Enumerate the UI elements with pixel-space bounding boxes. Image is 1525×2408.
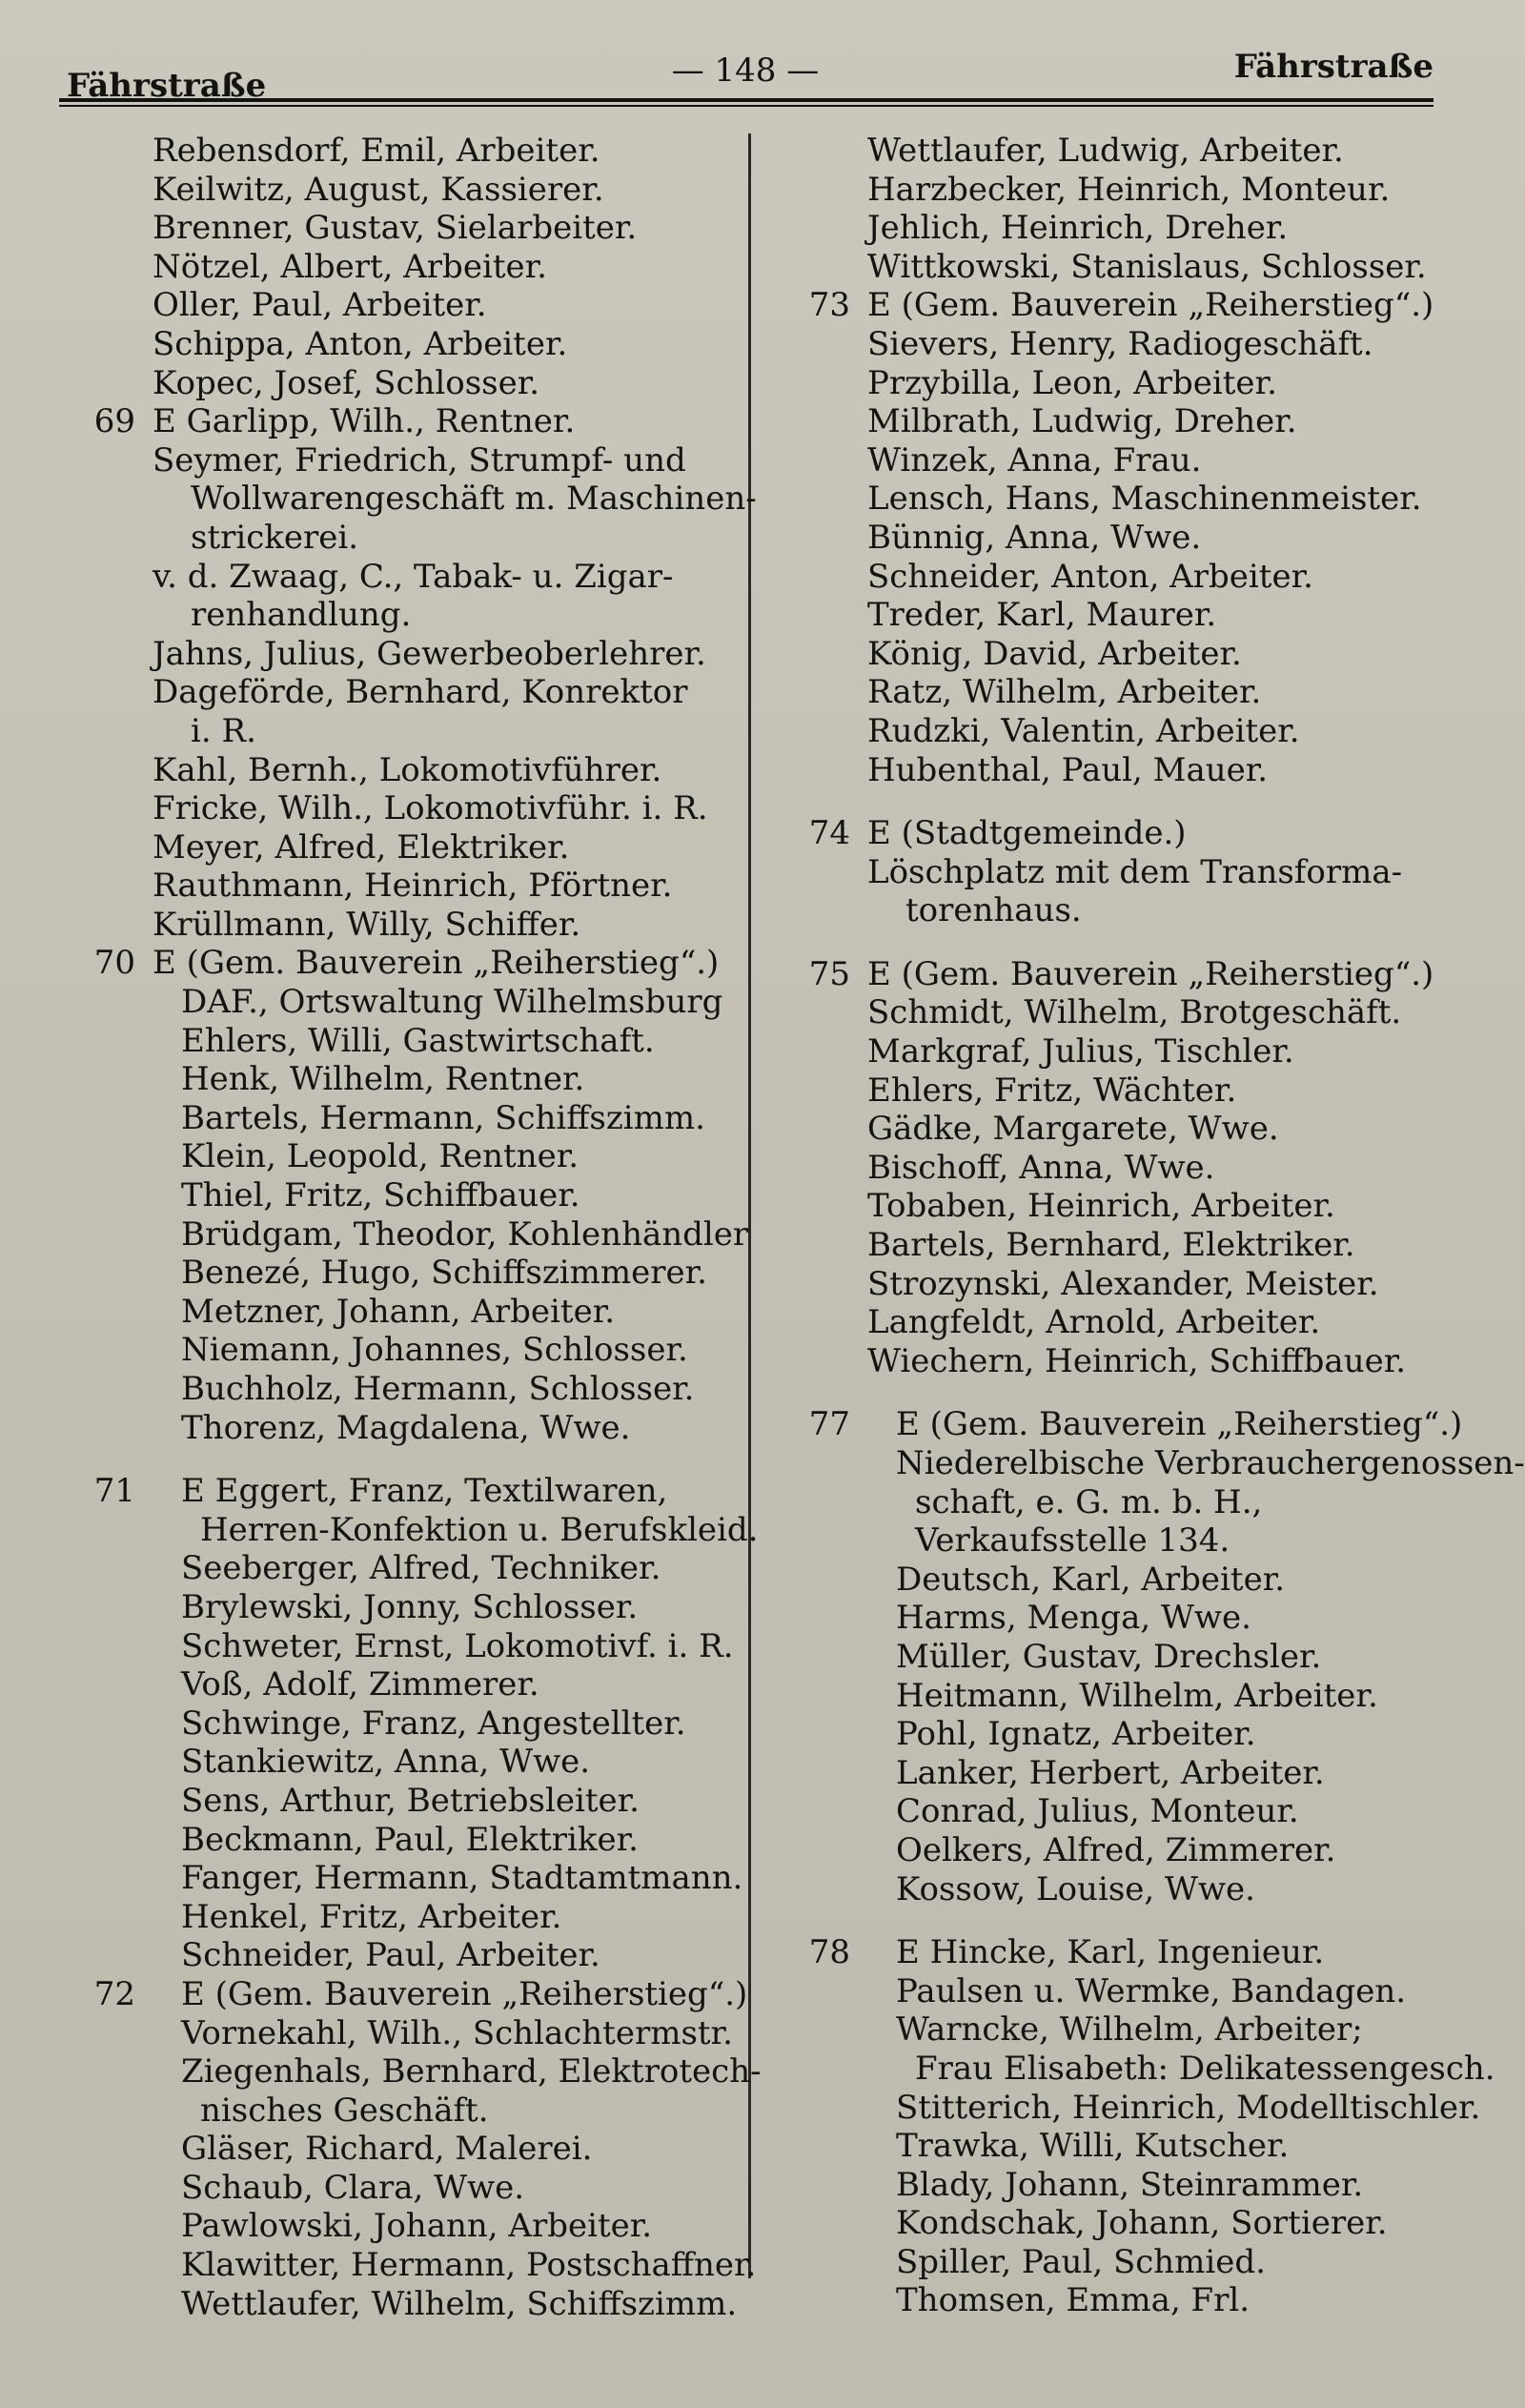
entry-text: Keilwitz, August, Kassierer. bbox=[152, 170, 604, 209]
entry-text: nisches Geschäft. bbox=[200, 2091, 489, 2130]
entry-text: Hubenthal, Paul, Mauer. bbox=[867, 750, 1269, 789]
resident-entry bbox=[791, 558, 1487, 597]
entry-gap bbox=[791, 1908, 1487, 1933]
resident-entry bbox=[791, 325, 1487, 364]
entry-text: Harms, Menga, Wwe. bbox=[896, 1599, 1251, 1638]
entry-text: Bischoff, Anna, Wwe. bbox=[867, 1148, 1215, 1187]
entry-text: Rebensdorf, Emil, Arbeiter. bbox=[152, 132, 600, 170]
resident-entry bbox=[791, 248, 1487, 287]
entry-gap bbox=[791, 930, 1487, 955]
entry-text: Langfeldt, Arnold, Arbeiter. bbox=[867, 1303, 1321, 1342]
resident-entry bbox=[76, 596, 743, 635]
entry-text: Rauthmann, Heinrich, Pförtner. bbox=[152, 867, 673, 906]
entry-text: Kahl, Bernh., Lokomotivführer. bbox=[152, 750, 662, 789]
resident-entry bbox=[76, 2285, 743, 2324]
resident-entry bbox=[791, 1754, 1487, 1793]
resident-entry bbox=[791, 2010, 1487, 2050]
resident-entry bbox=[76, 1214, 749, 1255]
resident-entry bbox=[791, 1071, 1487, 1111]
resident-entry bbox=[76, 209, 743, 248]
house-number-entry bbox=[76, 402, 743, 441]
left-column bbox=[76, 132, 762, 2323]
resident-entry bbox=[791, 441, 1487, 480]
resident-entry bbox=[76, 519, 743, 558]
entry-text: Voß, Adolf, Zimmerer. bbox=[181, 1665, 539, 1704]
resident-entry bbox=[791, 1521, 1487, 1561]
resident-entry bbox=[791, 891, 1487, 930]
entry-text: Niemann, Johannes, Schlosser. bbox=[181, 1331, 688, 1370]
house-number-entry bbox=[791, 955, 1487, 994]
resident-entry bbox=[791, 1265, 1487, 1304]
entry-text: Lensch, Hans, Maschinenmeister. bbox=[867, 480, 1422, 519]
resident-entry bbox=[76, 1060, 743, 1099]
entry-text: E (Gem. Bauverein „Reiherstieg“.) bbox=[867, 286, 1434, 325]
resident-entry bbox=[76, 2169, 743, 2208]
resident-entry bbox=[76, 171, 743, 210]
resident-entry bbox=[76, 2207, 743, 2246]
resident-entry bbox=[76, 1859, 743, 1898]
resident-entry bbox=[791, 1187, 1487, 1226]
entry-text: Buchholz, Hermann, Schlosser. bbox=[181, 1370, 695, 1408]
resident-entry bbox=[76, 906, 743, 945]
entry-text: Stitterich, Heinrich, Modelltischler. bbox=[896, 2088, 1481, 2127]
resident-entry bbox=[76, 480, 757, 519]
entry-text: E Eggert, Franz, Textilwaren, bbox=[181, 1472, 668, 1511]
entry-text: i. R. bbox=[191, 711, 256, 750]
house-number: 77 bbox=[808, 1405, 850, 1444]
entry-text: Fanger, Hermann, Stadtamtmann. bbox=[181, 1859, 743, 1898]
resident-entry bbox=[791, 2166, 1487, 2205]
resident-entry bbox=[791, 1831, 1487, 1870]
entry-text: Müller, Gustav, Drechsler. bbox=[896, 1637, 1322, 1676]
entry-text: Brüdgam, Theodor, Kohlenhändler bbox=[181, 1214, 749, 1254]
resident-entry bbox=[76, 2246, 757, 2285]
entry-text: E Garlipp, Wilh., Rentner. bbox=[152, 402, 576, 441]
resident-entry bbox=[76, 828, 743, 867]
entry-text: Brylewski, Jonny, Schlosser. bbox=[181, 1587, 639, 1626]
resident-entry bbox=[76, 1331, 743, 1370]
entry-text: Bartels, Hermann, Schiffszimm. bbox=[181, 1098, 705, 1137]
entry-text: Lanker, Herbert, Arbeiter. bbox=[896, 1753, 1325, 1792]
entry-text: Ehlers, Fritz, Wächter. bbox=[867, 1071, 1237, 1110]
resident-entry bbox=[76, 1627, 743, 1666]
entry-text: Gädke, Margarete, Wwe. bbox=[867, 1110, 1279, 1149]
resident-entry bbox=[791, 2281, 1487, 2320]
house-number: 72 bbox=[93, 1974, 135, 2013]
house-number-entry bbox=[791, 814, 1487, 853]
entry-text: Kopec, Josef, Schlosser. bbox=[152, 363, 540, 402]
entry-text: Jehlich, Heinrich, Dreher. bbox=[867, 209, 1289, 248]
entry-text: Wittkowski, Stanislaus, Schlosser. bbox=[867, 247, 1427, 286]
house-number: 73 bbox=[808, 286, 850, 325]
resident-entry bbox=[76, 1704, 743, 1744]
resident-entry bbox=[76, 751, 743, 790]
entry-text: Jahns, Julius, Gewerbeoberlehrer. bbox=[152, 634, 706, 673]
entry-text: Heitmann, Wilhelm, Arbeiter. bbox=[896, 1676, 1378, 1715]
house-number-entry bbox=[791, 286, 1487, 325]
resident-entry bbox=[76, 325, 743, 364]
house-number-entry bbox=[76, 1974, 748, 2014]
entry-text: Spiller, Paul, Schmied. bbox=[896, 2242, 1266, 2281]
resident-entry bbox=[76, 2052, 762, 2092]
resident-entry bbox=[791, 1149, 1487, 1188]
resident-entry bbox=[791, 171, 1487, 210]
entry-text: Kondschak, Johann, Sortierer. bbox=[896, 2204, 1388, 2243]
resident-entry bbox=[76, 1022, 743, 1061]
house-number-entry bbox=[791, 1933, 1487, 1972]
resident-entry bbox=[791, 2243, 1487, 2282]
resident-entry bbox=[791, 1638, 1487, 1677]
entry-text: Wollwarengeschäft m. Maschinen- bbox=[191, 480, 757, 519]
entry-text: Rudzki, Valentin, Arbeiter. bbox=[867, 711, 1300, 750]
resident-entry bbox=[76, 1898, 743, 1937]
resident-entry bbox=[76, 673, 743, 712]
entry-text: Trawka, Willi, Kutscher. bbox=[896, 2127, 1290, 2166]
entry-text: E (Gem. Bauverein „Reiherstieg“.) bbox=[896, 1405, 1463, 1444]
resident-entry bbox=[76, 1665, 743, 1704]
entry-text: Nötzel, Albert, Arbeiter. bbox=[152, 247, 547, 286]
entry-text: Milbrath, Ludwig, Dreher. bbox=[867, 402, 1297, 441]
entry-text: Henk, Wilhelm, Rentner. bbox=[181, 1060, 585, 1099]
resident-entry bbox=[76, 2092, 743, 2131]
resident-entry bbox=[791, 2049, 1495, 2089]
resident-entry bbox=[76, 558, 743, 597]
entry-text: Thiel, Fritz, Schiffbauer. bbox=[181, 1176, 580, 1215]
resident-entry bbox=[791, 1483, 1487, 1522]
entry-text: Sievers, Henry, Radiogeschäft. bbox=[867, 324, 1373, 363]
resident-entry bbox=[76, 286, 743, 325]
entry-text: Pawlowski, Johann, Arbeiter. bbox=[181, 2207, 653, 2246]
entry-text: Gläser, Richard, Malerei. bbox=[181, 2130, 593, 2169]
entry-text: Blady, Johann, Steinrammer. bbox=[896, 2165, 1364, 2204]
entry-text: Schweter, Ernst, Lokomotivf. i. R. bbox=[181, 1626, 734, 1665]
resident-entry bbox=[791, 1110, 1487, 1149]
entry-text: renhandlung. bbox=[191, 596, 412, 635]
entry-text: Kossow, Louise, Wwe. bbox=[896, 1869, 1255, 1908]
house-number-entry bbox=[76, 1472, 743, 1511]
house-number: 75 bbox=[808, 954, 850, 993]
resident-entry bbox=[791, 2127, 1487, 2166]
resident-entry bbox=[791, 480, 1487, 519]
entry-text: Tobaben, Heinrich, Arbeiter. bbox=[867, 1187, 1335, 1226]
resident-entry bbox=[76, 712, 743, 751]
resident-entry bbox=[791, 1715, 1487, 1754]
entry-text: Thorenz, Magdalena, Wwe. bbox=[181, 1408, 631, 1447]
entry-text: Paulsen u. Wermke, Bandagen. bbox=[896, 1971, 1407, 2010]
entry-text: Harzbecker, Heinrich, Monteur. bbox=[867, 170, 1391, 209]
resident-entry bbox=[791, 209, 1487, 248]
street-heading-right: Fährstraße bbox=[1233, 48, 1434, 86]
entry-text: strickerei. bbox=[191, 518, 359, 557]
resident-entry bbox=[791, 751, 1487, 790]
resident-entry bbox=[76, 1137, 743, 1176]
resident-entry bbox=[791, 712, 1487, 751]
house-number: 71 bbox=[93, 1472, 135, 1511]
resident-entry bbox=[76, 789, 743, 828]
resident-entry bbox=[791, 1870, 1487, 1909]
entry-text: Krüllmann, Willy, Schiffer. bbox=[152, 905, 581, 944]
resident-entry bbox=[791, 853, 1487, 892]
entry-text: Przybilla, Leon, Arbeiter. bbox=[867, 363, 1277, 402]
entry-text: Ziegenhals, Bernhard, Elektrotech- bbox=[181, 2052, 762, 2092]
entry-text: E (Gem. Bauverein „Reiherstieg“.) bbox=[867, 954, 1434, 993]
entry-text: Treder, Karl, Maurer. bbox=[867, 596, 1217, 635]
entry-text: Frau Elisabeth: Delikatessengesch. bbox=[915, 2049, 1495, 2088]
entry-text: Thomsen, Emma, Frl. bbox=[896, 2281, 1250, 2320]
house-number: 69 bbox=[93, 402, 135, 441]
resident-entry bbox=[76, 1510, 759, 1550]
resident-entry bbox=[76, 983, 743, 1022]
entry-text: Dageförde, Bernhard, Konrektor bbox=[152, 673, 688, 712]
entry-text: E (Stadtgemeinde.) bbox=[867, 814, 1187, 853]
resident-entry bbox=[76, 441, 743, 480]
entry-text: Schneider, Anton, Arbeiter. bbox=[867, 557, 1313, 596]
entry-text: Henkel, Fritz, Arbeiter. bbox=[181, 1897, 562, 1936]
entry-text: v. d. Zwaag, C., Tabak- u. Zigar- bbox=[152, 557, 674, 596]
resident-entry bbox=[791, 635, 1487, 674]
entry-text: Vornekahl, Wilh., Schlachtermstr. bbox=[181, 2013, 733, 2052]
resident-entry bbox=[76, 1821, 743, 1860]
resident-entry bbox=[791, 1342, 1487, 1381]
resident-entry bbox=[791, 1599, 1487, 1638]
resident-entry bbox=[76, 1099, 743, 1138]
entry-text: Warncke, Wilhelm, Arbeiter; bbox=[896, 2010, 1363, 2050]
entry-text: Klawitter, Hermann, Postschaffner. bbox=[181, 2246, 757, 2285]
entry-text: Herren-Konfektion u. Berufskleid. bbox=[200, 1510, 759, 1549]
entry-text: Schaub, Clara, Wwe. bbox=[181, 2168, 525, 2207]
entry-text: Stankiewitz, Anna, Wwe. bbox=[181, 1743, 591, 1782]
entry-text: Beckmann, Paul, Elektriker. bbox=[181, 1820, 639, 1859]
entry-text: Ratz, Wilhelm, Arbeiter. bbox=[867, 673, 1262, 712]
entry-text: Oller, Paul, Arbeiter. bbox=[152, 286, 487, 325]
resident-entry bbox=[791, 1444, 1525, 1483]
entry-text: Bartels, Bernhard, Elektriker. bbox=[867, 1226, 1355, 1265]
page-number: — 148 — bbox=[671, 51, 820, 90]
entry-text: Wettlaufer, Wilhelm, Schiffszimm. bbox=[181, 2284, 738, 2323]
resident-entry bbox=[76, 1293, 743, 1332]
resident-entry bbox=[76, 1743, 743, 1782]
entry-text: Oelkers, Alfred, Zimmerer. bbox=[896, 1830, 1336, 1869]
resident-entry bbox=[76, 1370, 743, 1409]
resident-entry bbox=[791, 2089, 1487, 2128]
entry-text: Schmidt, Wilhelm, Brotgeschäft. bbox=[867, 993, 1402, 1032]
resident-entry bbox=[791, 673, 1487, 712]
resident-entry bbox=[76, 1936, 743, 1975]
house-number-entry bbox=[791, 1405, 1487, 1444]
entry-text: Seeberger, Alfred, Techniker. bbox=[181, 1549, 661, 1588]
entry-text: E (Gem. Bauverein „Reiherstieg“.) bbox=[152, 944, 720, 983]
entry-text: Strozynski, Alexander, Meister. bbox=[867, 1264, 1379, 1303]
entry-text: Wettlaufer, Ludwig, Arbeiter. bbox=[867, 132, 1344, 170]
resident-entry bbox=[791, 2204, 1487, 2243]
entry-text: Deutsch, Karl, Arbeiter. bbox=[896, 1560, 1286, 1599]
resident-entry bbox=[76, 1176, 743, 1215]
entry-text: torenhaus. bbox=[905, 891, 1082, 930]
entry-text: Benezé, Hugo, Schiffszimmerer. bbox=[181, 1254, 707, 1293]
resident-entry bbox=[791, 1792, 1487, 1831]
entry-text: Schwinge, Franz, Angestellter. bbox=[181, 1704, 686, 1743]
house-number: 74 bbox=[808, 814, 850, 853]
resident-entry bbox=[76, 132, 743, 171]
resident-entry bbox=[791, 1561, 1487, 1600]
entry-text: Pohl, Ignatz, Arbeiter. bbox=[896, 1715, 1256, 1754]
resident-entry bbox=[791, 1677, 1487, 1716]
entry-text: Metzner, Johann, Arbeiter. bbox=[181, 1292, 616, 1331]
house-number-entry bbox=[76, 944, 743, 983]
resident-entry bbox=[76, 2014, 743, 2053]
resident-entry bbox=[76, 1254, 743, 1293]
resident-entry bbox=[791, 1303, 1487, 1342]
entry-text: Fricke, Wilh., Lokomotivführ. i. R. bbox=[152, 789, 708, 828]
entry-text: König, David, Arbeiter. bbox=[867, 634, 1242, 673]
resident-entry bbox=[76, 364, 743, 403]
resident-entry bbox=[76, 2130, 743, 2169]
entry-text: Meyer, Alfred, Elektriker. bbox=[152, 827, 570, 867]
page-header bbox=[57, 48, 1434, 105]
resident-entry bbox=[76, 248, 743, 287]
resident-entry bbox=[76, 867, 743, 906]
column-divider bbox=[748, 133, 751, 2278]
resident-entry bbox=[76, 1409, 743, 1448]
resident-entry bbox=[791, 132, 1487, 171]
right-column bbox=[791, 132, 1525, 2320]
entry-text: E (Gem. Bauverein „Reiherstieg“.) bbox=[181, 1974, 748, 2013]
resident-entry bbox=[791, 1226, 1487, 1265]
resident-entry bbox=[791, 519, 1487, 558]
entry-gap bbox=[791, 1380, 1487, 1405]
entry-text: Niederelbische Verbrauchergenossen- bbox=[896, 1444, 1525, 1482]
header-rule bbox=[59, 98, 1434, 107]
entry-text: Wiechern, Heinrich, Schiffbauer. bbox=[867, 1341, 1407, 1380]
entry-text: Schneider, Paul, Arbeiter. bbox=[181, 1936, 600, 1975]
entry-text: Brenner, Gustav, Sielarbeiter. bbox=[152, 209, 638, 248]
resident-entry bbox=[76, 1782, 743, 1821]
entry-text: Schippa, Anton, Arbeiter. bbox=[152, 324, 568, 363]
resident-entry bbox=[791, 364, 1487, 403]
entry-text: Klein, Leopold, Rentner. bbox=[181, 1137, 580, 1176]
street-heading-left: Fährstraße bbox=[67, 67, 267, 105]
resident-entry bbox=[791, 402, 1487, 441]
entry-text: Conrad, Julius, Monteur. bbox=[896, 1792, 1299, 1831]
entry-text: E Hincke, Karl, Ingenieur. bbox=[896, 1933, 1325, 1972]
entry-text: Seymer, Friedrich, Strumpf- und bbox=[152, 440, 686, 480]
resident-entry bbox=[76, 635, 743, 674]
entry-text: schaft, e. G. m. b. H., bbox=[915, 1482, 1263, 1521]
entry-text: Markgraf, Julius, Tischler. bbox=[867, 1032, 1294, 1071]
resident-entry bbox=[76, 1549, 743, 1588]
entry-text: Sens, Arthur, Betriebsleiter. bbox=[181, 1781, 640, 1820]
house-number: 78 bbox=[808, 1933, 850, 1972]
resident-entry bbox=[76, 1588, 743, 1627]
entry-text: Winzek, Anna, Frau. bbox=[867, 440, 1202, 480]
resident-entry bbox=[791, 993, 1487, 1032]
entry-text: DAF., Ortswaltung Wilhelmsburg bbox=[181, 983, 723, 1022]
resident-entry bbox=[791, 1032, 1487, 1071]
house-number: 70 bbox=[93, 944, 135, 983]
entry-text: Bünnig, Anna, Wwe. bbox=[867, 518, 1202, 557]
entry-text: Löschplatz mit dem Transforma- bbox=[867, 852, 1403, 891]
entry-text: Ehlers, Willi, Gastwirtschaft. bbox=[181, 1021, 655, 1060]
entry-gap bbox=[76, 1447, 743, 1472]
resident-entry bbox=[791, 1972, 1487, 2011]
entry-gap bbox=[791, 789, 1487, 814]
resident-entry bbox=[791, 596, 1487, 635]
entry-text: Verkaufsstelle 134. bbox=[915, 1521, 1230, 1561]
